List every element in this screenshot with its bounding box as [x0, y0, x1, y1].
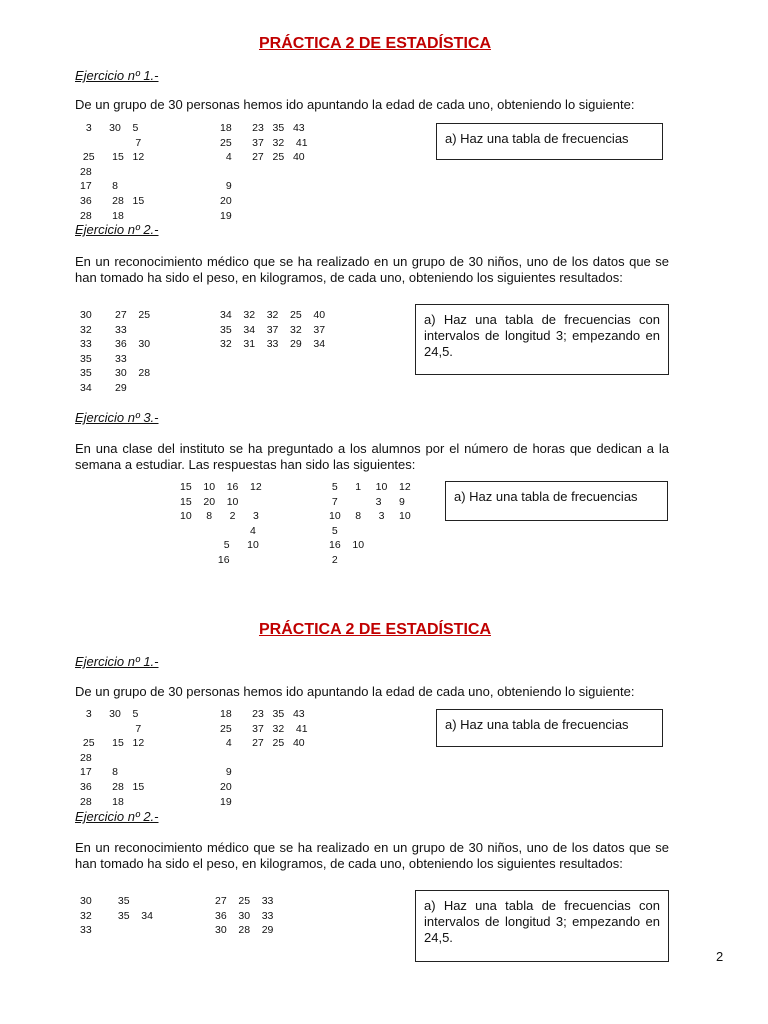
exercise-2-task-box-repeat: a) Haz una tabla de frecuencias con intervalos de longitud 3; empezando en 24,5. [415, 890, 669, 962]
page-number: 2 [716, 949, 724, 964]
exercise-2-label-repeat: Ejercicio nº 2.- [75, 809, 159, 824]
exercise-2-task-box: a) Haz una tabla de frecuencias con intervalos de longitud 3; empezando en 24,5. [415, 304, 669, 375]
exercise-2-data-right-repeat: 27 25 33 36 30 33 30 28 29 [215, 895, 274, 937]
exercise-2-text-repeat: En un reconocimiento médico que se ha realizado en un grupo de 30 niños, uno de los datos que se han tomado ha sido el peso, en kilogramos, de cada uno, obteniendo los siguientes resultados: [75, 840, 669, 871]
page-title: PRÁCTICA 2 DE ESTADÍSTICA [258, 35, 491, 52]
exercise-1-data-right-repeat: 18 23 35 43 25 37 32 41 4 27 25 40 9 20 19 [220, 708, 308, 808]
exercise-3-task-box: a) Haz una tabla de frecuencias [445, 481, 668, 521]
exercise-1-label: Ejercicio nº 1.- [75, 68, 159, 83]
exercise-3-data-right: 5 1 10 12 7 3 9 10 8 3 10 5 16 10 2 [329, 481, 411, 566]
exercise-2-text: En un reconocimiento médico que se ha realizado en un grupo de 30 niños, uno de los datos que se han tomado ha sido el peso, en kilogramos, de cada uno, obteniendo los siguientes resultados: [75, 254, 669, 285]
exercise-2-data-right: 34 32 32 25 40 35 34 37 32 37 32 31 33 29 34 [220, 309, 326, 351]
exercise-3-data-left: 15 10 16 12 15 20 10 10 8 2 3 4 5 10 16 [180, 481, 262, 566]
exercise-1-task-box-repeat: a) Haz una tabla de frecuencias [436, 709, 663, 747]
exercise-2-data-left-repeat: 30 35 32 35 34 33 [80, 895, 153, 937]
exercise-3-label: Ejercicio nº 3.- [75, 410, 159, 425]
exercise-1-data-left-repeat: 3 30 5 7 25 15 12 28 17 8 36 28 15 28 18 [80, 708, 145, 808]
exercise-1-label-repeat: Ejercicio nº 1.- [75, 654, 159, 669]
exercise-1-task-box: a) Haz una tabla de frecuencias [436, 123, 663, 160]
exercise-1-text-repeat: De un grupo de 30 personas hemos ido apuntando la edad de cada uno, obteniendo lo siguiente: [75, 684, 635, 699]
page-title-repeat: PRÁCTICA 2 DE ESTADÍSTICA [258, 621, 491, 638]
exercise-1-data-left: 3 30 5 7 25 15 12 28 17 8 36 28 15 28 18 [80, 122, 145, 222]
exercise-1-data-right: 18 23 35 43 25 37 32 41 4 27 25 40 9 20 19 [220, 122, 308, 222]
exercise-2-data-left: 30 27 25 32 33 33 36 30 35 33 35 30 28 34 29 [80, 309, 151, 394]
exercise-3-text: En una clase del instituto se ha preguntado a los alumnos por el número de horas que dedican a la semana a estudiar. Las respuestas han sido las siguientes: [75, 441, 669, 472]
exercise-1-text: De un grupo de 30 personas hemos ido apuntando la edad de cada uno, obteniendo lo siguiente: [75, 97, 635, 112]
exercise-2-label: Ejercicio nº 2.- [75, 222, 159, 237]
